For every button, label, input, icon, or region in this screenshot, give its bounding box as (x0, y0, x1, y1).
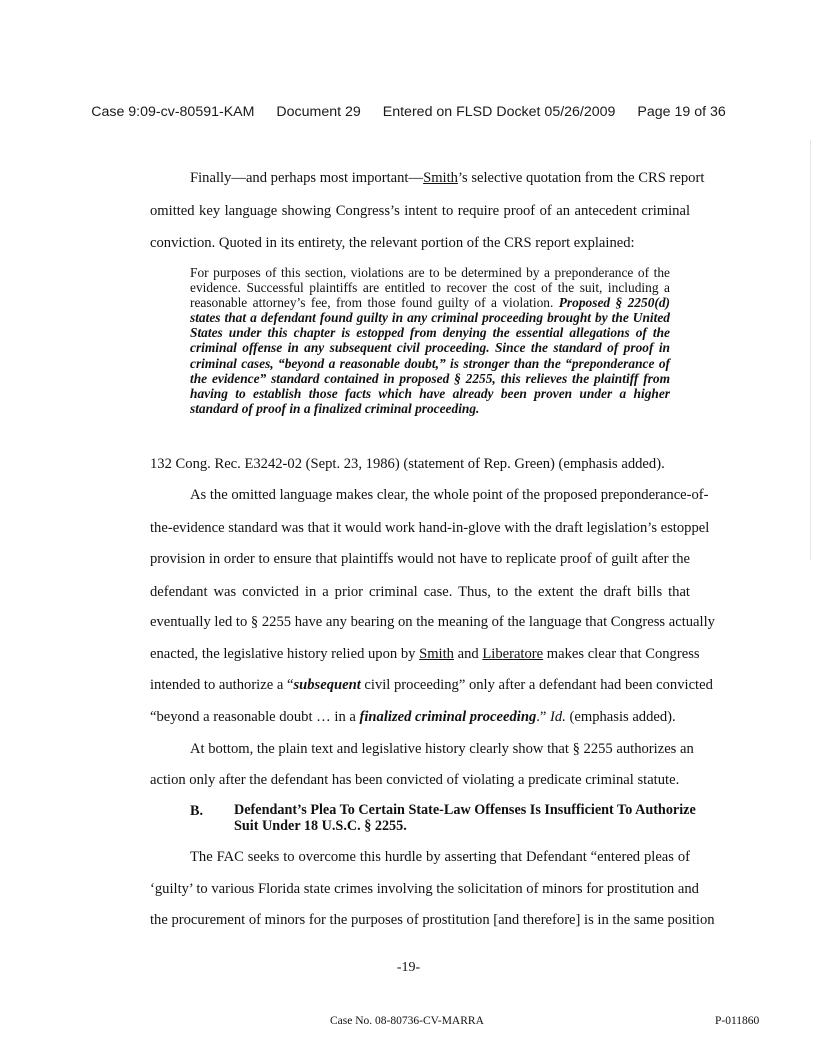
para3-line2: action only after the defendant has been convicted of violating a predicate criminal statute. (150, 772, 680, 788)
para4-line1: The FAC seeks to overcome this hurdle by asserting that Defendant “entered pleas of (190, 849, 690, 865)
para2-line3: provision in order to ensure that plaintiffs would not have to replicate proof of guilt after the (150, 551, 690, 567)
para4-line2: ‘guilty’ to various Florida state crimes involving the solicitation of minors for prostitution and (150, 881, 699, 897)
docket-header (0, 104, 817, 120)
para2-line1: As the omitted language makes clear, the whole point of the proposed preponderance-of- (190, 487, 709, 503)
para2-line2: the-evidence standard was that it would work hand-in-glove with the draft legislation’s estoppel (150, 520, 710, 536)
citation: 132 Cong. Rec. E3242-02 (Sept. 23, 1986) (statement of Rep. Green) (emphasis added). (150, 456, 665, 472)
section-label: B. (190, 803, 204, 819)
para1-line3: conviction. Quoted in its entirety, the relevant portion of the CRS report explained: (150, 235, 635, 251)
case-name-smith: Smith (423, 170, 458, 186)
scan-edge-line (810, 140, 811, 560)
para2-line8: “beyond a reasonable doubt … in a finalized criminal proceeding.” Id. (emphasis added). (150, 709, 676, 725)
header-page: Page 19 of 36 (637, 104, 726, 120)
para2-line6: enacted, the legislative history relied upon by Smith and Liberatore makes clear that Congress (150, 646, 700, 662)
header-case-number: Case 9:09-cv-80591-KAM (91, 104, 255, 120)
header-entered: Entered on FLSD Docket 05/26/2009 (382, 104, 616, 120)
para4-line3: the procurement of minors for the purposes of prostitution [and therefore] is in the same position (150, 912, 715, 928)
header-document: Document 29 (276, 104, 361, 120)
footer-case-number: Case No. 08-80736-CV-MARRA (330, 1015, 484, 1027)
para2-line7: intended to authorize a “subsequent civil proceeding” only after a defendant had been convicted (150, 677, 713, 693)
para1-line1: Finally—and perhaps most important—Smith’s selective quotation from the CRS report (190, 170, 705, 186)
block-quote (190, 265, 670, 416)
para1-line2: omitted key language showing Congress’s intent to require proof of an antecedent criminal (150, 203, 690, 219)
case-name-liberatore: Liberatore (482, 646, 544, 662)
para2-line5: eventually led to § 2255 have any bearing on the meaning of the language that Congress actually (150, 614, 715, 630)
footer-bates-number: P-011860 (715, 1015, 760, 1027)
case-name-smith-2: Smith (419, 646, 454, 662)
page-number: -19- (396, 960, 421, 975)
section-title: Defendant’s Plea To Certain State-Law Offenses Is Insufficient To Authorize Suit Under 18 U.S.C. § 2255. (234, 802, 696, 834)
para2-line4: defendant was convicted in a prior criminal case. Thus, to the extent the draft bills that (150, 584, 690, 600)
block-quote-plain: For purposes of this section, violations are to be determined by a preponderance of the evidence. Successful plaintiffs are entitled to recover the cost of the suit, including a reasonable attorney’s fee, from those found guilty of a violation. (190, 265, 670, 311)
para3-line1: At bottom, the plain text and legislative history clearly show that § 2255 authorizes an (190, 741, 694, 757)
block-quote-emphasis: Proposed § 2250(d) states that a defendant found guilty in any criminal proceeding brought by the United States under this chapter is estopped from denying the essential allegations of the criminal offense in any subsequent civil proceeding. Since the standard of proof in criminal cases, “beyond a reasonable doubt,” is stronger than the “preponderance of the evidence” standard contained in proposed § 2255, this relieves the plaintiff from having to establish those facts which have already been proven under a higher standard of proof in a finalized criminal proceeding. (190, 295, 670, 416)
